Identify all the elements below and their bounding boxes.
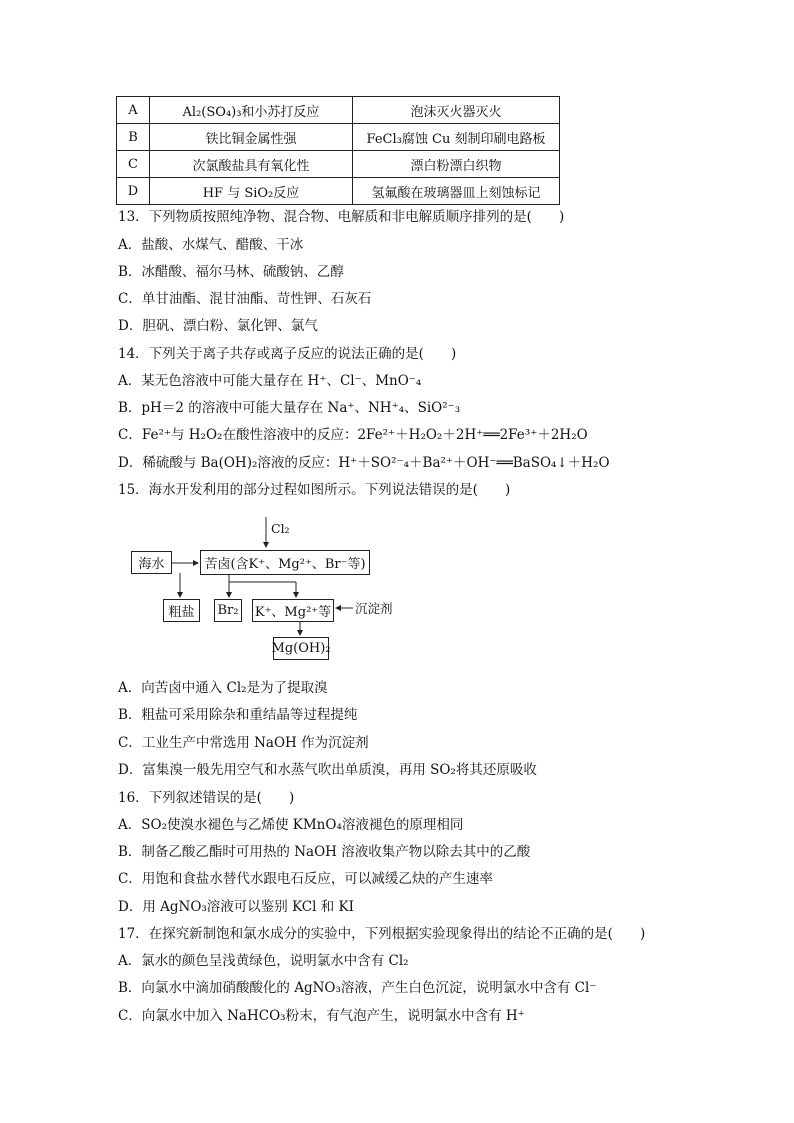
option-17a: A．氯水的颜色呈浅黄绿色，说明氯水中含有 Cl₂ <box>118 953 409 969</box>
row-letter: C <box>117 151 150 178</box>
option-14b: B．pH＝2 的溶液中可能大量存在 Na⁺、NH⁺₄、SiO²⁻₃ <box>118 400 461 416</box>
k-mg-box: K⁺、Mg²⁺等 <box>252 599 334 622</box>
row-letter: D <box>117 178 150 205</box>
row-reason: 铁比铜金属性强 <box>150 124 353 151</box>
row-letter: B <box>117 124 150 151</box>
bittern-box: 苦卤(含K⁺、Mg²⁺、Br⁻等) <box>200 550 370 575</box>
option-15a: A．向苦卤中通入 Cl₂是为了提取溴 <box>118 680 328 696</box>
row-letter: A <box>117 97 150 124</box>
option-16a: A．SO₂使溴水褪色与乙烯使 KMnO₄溶液褪色的原理相同 <box>118 817 464 833</box>
row-reason: HF 与 SiO₂反应 <box>150 178 353 205</box>
option-13c: C．单甘油酯、混甘油酯、苛性钾、石灰石 <box>118 291 372 307</box>
row-application: 泡沫灭火器灭火 <box>353 97 560 124</box>
question-13: 13．下列物质按照纯净物、混合物、电解质和非电解质顺序排列的是( ) <box>118 209 565 225</box>
question-16: 16．下列叙述错误的是( ) <box>118 790 295 806</box>
option-13a: A．盐酸、水煤气、醋酸、干冰 <box>118 237 304 253</box>
option-16c: C．用饱和食盐水替代水跟电石反应，可以减缓乙炔的产生速率 <box>118 871 493 887</box>
row-reason: 次氯酸盐具有氧化性 <box>150 151 353 178</box>
precipitant-label: 沉淀剂 <box>355 601 393 616</box>
option-17b: B．向氯水中滴加硝酸酸化的 AgNO₃溶液，产生白色沉淀，说明氯水中含有 Cl⁻ <box>118 980 597 996</box>
crude-salt-box: 粗盐 <box>163 599 200 622</box>
br2-box: Br₂ <box>214 599 242 622</box>
cl2-label: Cl₂ <box>271 521 290 536</box>
option-16d: D．用 AgNO₃溶液可以鉴别 KCl 和 KI <box>118 899 354 915</box>
option-16b: B．制备乙酸乙酯时可用热的 NaOH 溶液收集产物以除去其中的乙酸 <box>118 844 531 860</box>
question-17: 17．在探究新制饱和氯水成分的实验中，下列根据实验现象得出的结论不正确的是( ) <box>118 926 646 942</box>
question-14: 14．下列关于离子共存或离子反应的说法正确的是( ) <box>118 346 457 362</box>
option-17c: C．向氯水中加入 NaHCO₃粉末，有气泡产生，说明氯水中含有 H⁺ <box>118 1008 525 1024</box>
option-13b: B．冰醋酸、福尔马林、硫酸钠、乙醇 <box>118 264 344 280</box>
question-15: 15．海水开发利用的部分过程如图所示。下列说法错误的是( ) <box>118 482 511 498</box>
row-reason: Al₂(SO₄)₃和小苏打反应 <box>150 97 353 124</box>
seawater-box: 海水 <box>131 551 172 574</box>
mgoh2-box: Mg(OH)₂ <box>273 637 329 660</box>
row-application: 漂白粉漂白织物 <box>353 151 560 178</box>
option-14a: A．某无色溶液中可能大量存在 H⁺、Cl⁻、MnO⁻₄ <box>118 373 422 389</box>
option-15c: C．工业生产中常选用 NaOH 作为沉淀剂 <box>118 735 369 751</box>
row-application: FeCl₃腐蚀 Cu 刻制印刷电路板 <box>353 124 560 151</box>
option-14d: D．稀硫酸与 Ba(OH)₂溶液的反应：H⁺＋SO²⁻₄＋Ba²⁺＋OH⁻══BaSO₄↓＋H₂O <box>118 455 610 471</box>
option-15b: B．粗盐可采用除杂和重结晶等过程提纯 <box>118 707 358 723</box>
option-13d: D．胆矾、漂白粉、氯化钾、氯气 <box>118 318 318 334</box>
row-application: 氢氟酸在玻璃器皿上刻蚀标记 <box>353 178 560 205</box>
option-14c: C．Fe²⁺与 H₂O₂在酸性溶液中的反应：2Fe²⁺＋H₂O₂＋2H⁺══2Fe³⁺＋2H₂O <box>118 427 588 443</box>
option-15d: D．富集溴一般先用空气和水蒸气吹出单质溴，再用 SO₂将其还原吸收 <box>118 762 537 778</box>
